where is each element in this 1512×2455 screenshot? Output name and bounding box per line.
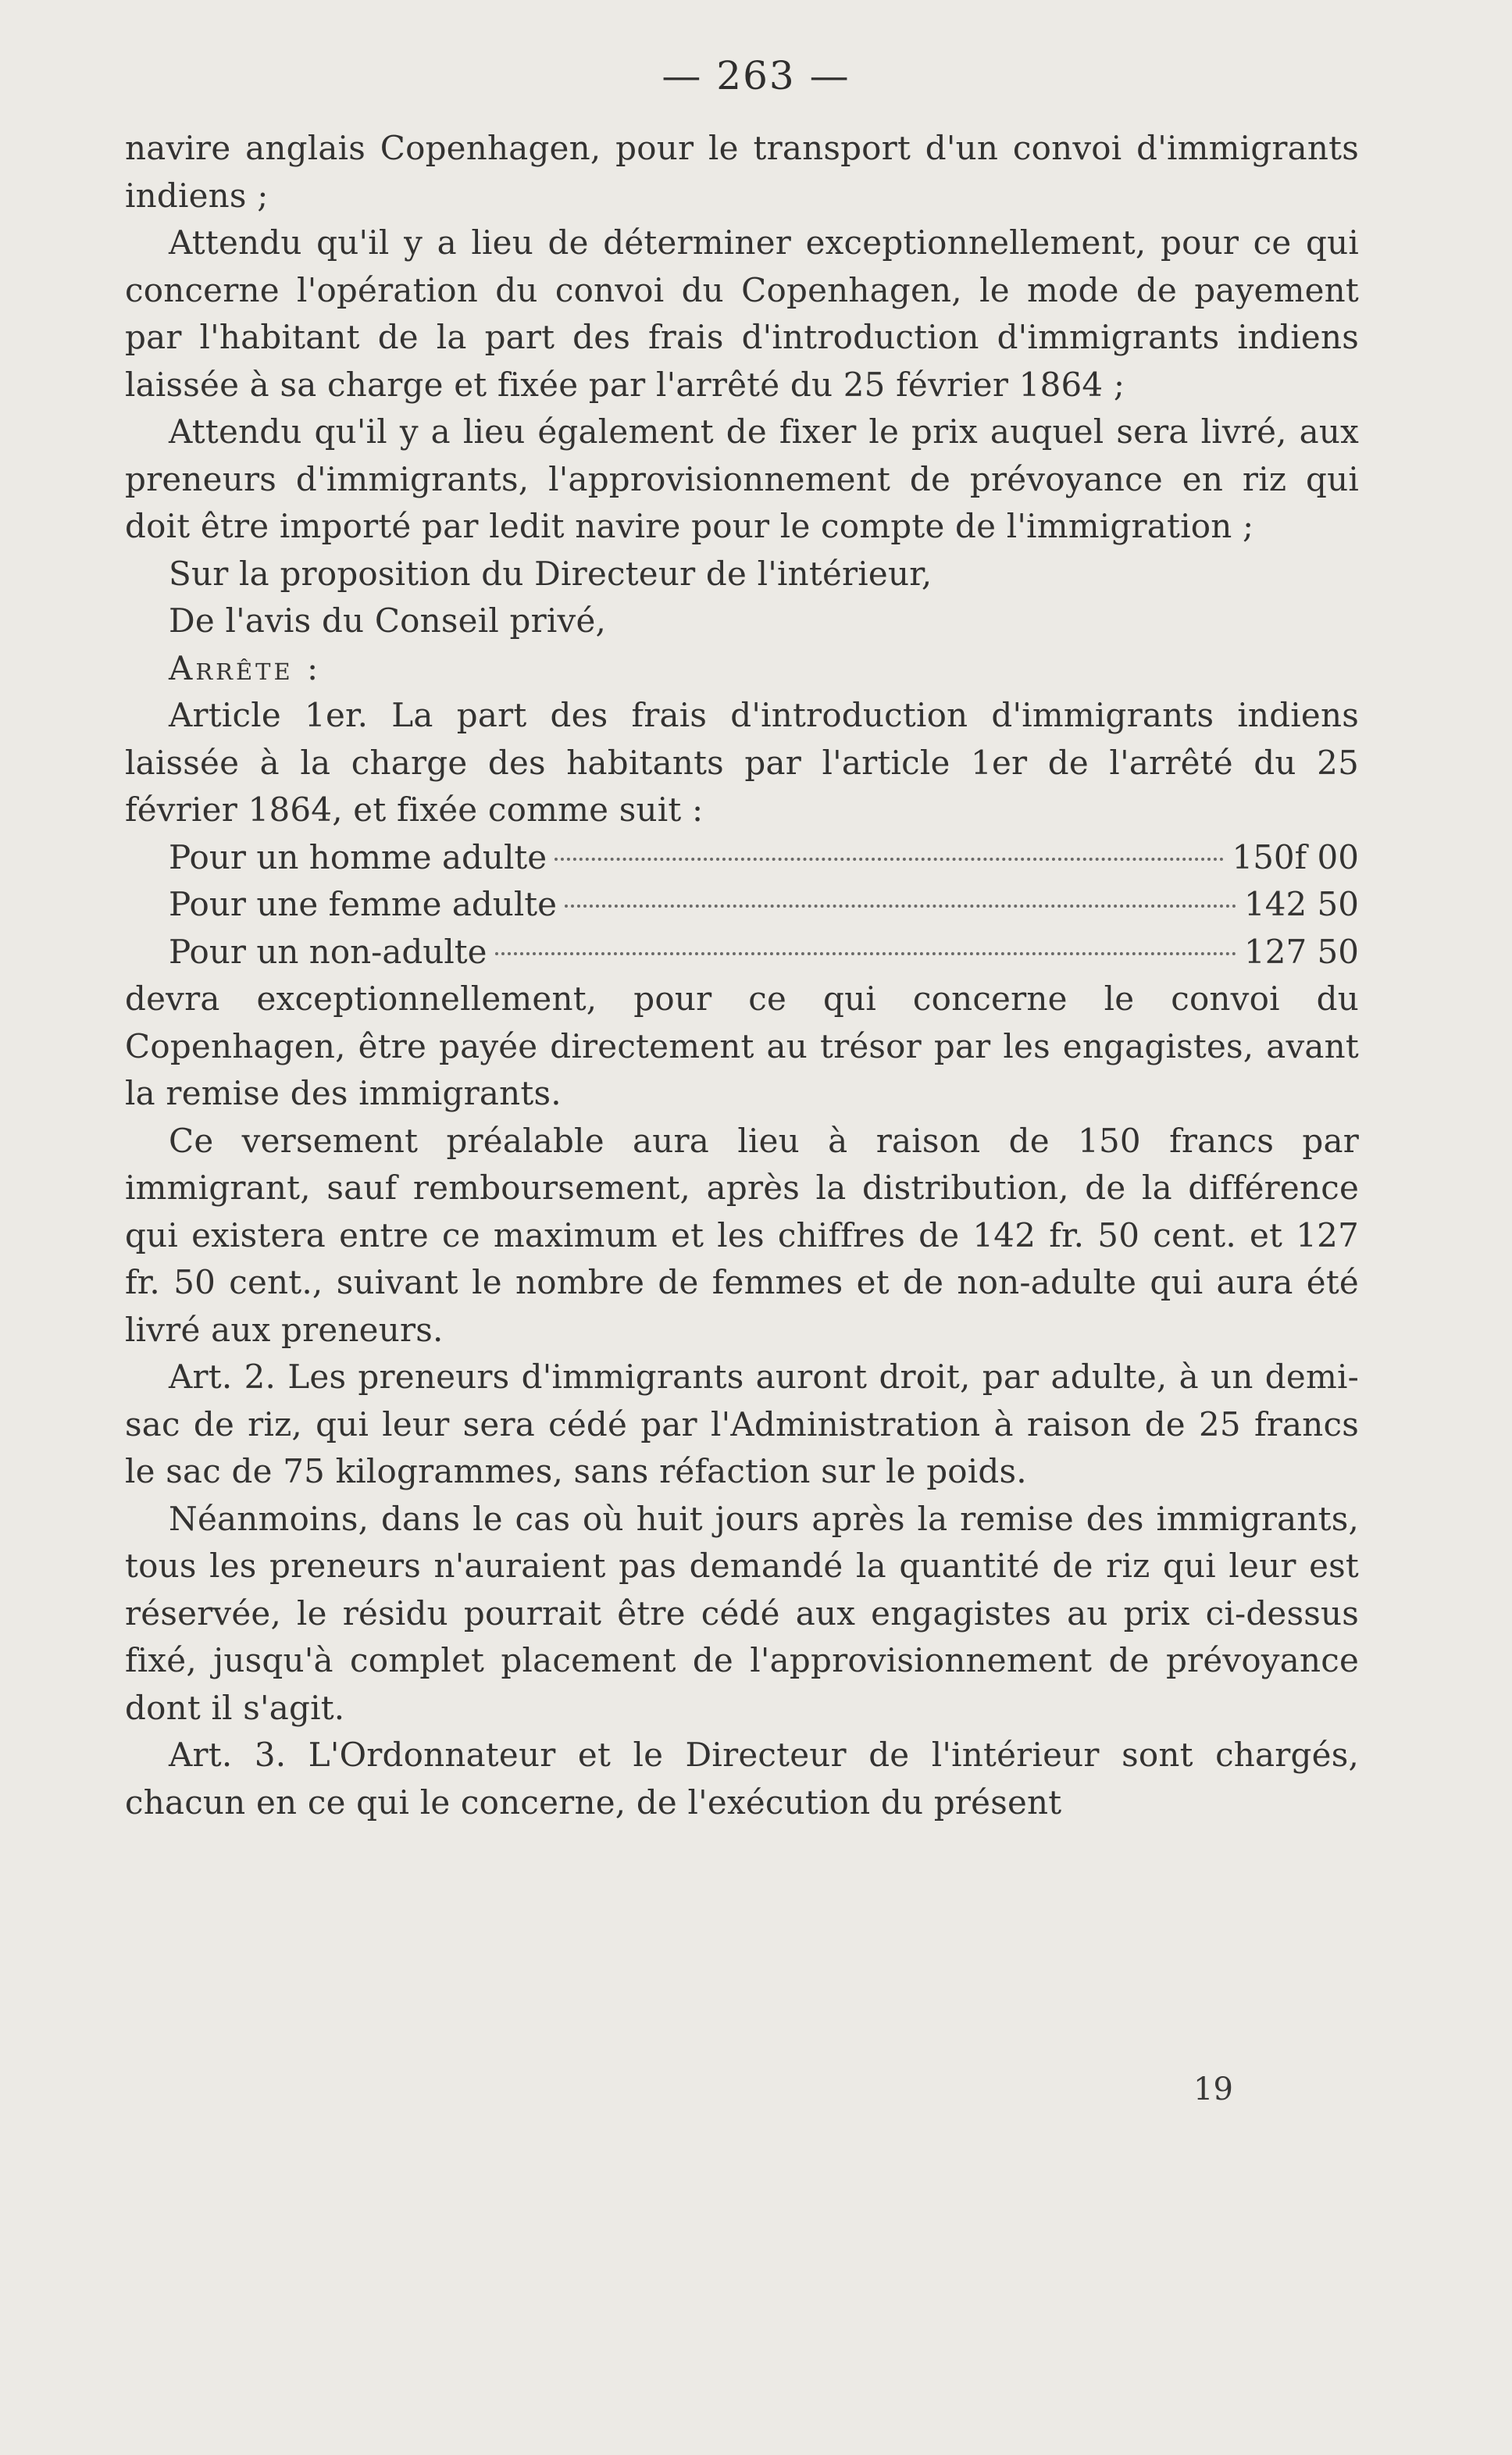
article-3: Art. 3. L'Ordonnateur et le Directeur de l'intérieur sont chargés, chacun en ce qui le concerne, de l'exécution du présent — [125, 1736, 1359, 1822]
paragraph-4: Sur la proposition du Directeur de l'intérieur, — [169, 554, 933, 593]
tariff-amount: 127 50 — [1244, 932, 1359, 971]
signature-mark: 19 — [1193, 2071, 1233, 2107]
tariff-row-man — [125, 834, 1359, 882]
tariff-label: Pour un non-adulte — [169, 932, 487, 971]
paragraph-1: navire anglais Copenhagen, pour le transport d'un convoi d'immigrants indiens ; — [125, 129, 1359, 215]
body-text — [125, 125, 1359, 1826]
leader-dots — [565, 905, 1236, 908]
article-1: Article 1er. La part des frais d'introduction d'immigrants indiens laissée à la charge des habitants par l'article 1er de l'arrêté du 25 février 1864, et fixée comme suit : — [125, 696, 1359, 829]
tariff-label: Pour un homme adulte — [169, 837, 547, 876]
arrete-heading: Arrête : — [169, 648, 322, 687]
paragraph-8: Néanmoins, dans le cas où huit jours après la remise des immigrants, tous les preneurs n'auraient pas demandé la quantité de riz qui leur est réservée, le résidu pourrait être cédé aux engagistes au prix ci-dessus fixé, jusqu'à complet placement de l'approvisionnement de prévoyance dont il s'agit. — [125, 1499, 1359, 1727]
leader-dots — [495, 952, 1237, 955]
article-2: Art. 2. Les preneurs d'immigrants auront droit, par adulte, à un demi-sac de riz, qui leur sera cédé par l'Administration à raison de 25 francs le sac de 75 kilogrammes, sans réfaction sur le poids. — [125, 1358, 1359, 1490]
tariff-amount: 150f 00 — [1232, 837, 1359, 876]
tariff-label: Pour une femme adulte — [169, 885, 558, 923]
page-number: — 263 — — [662, 53, 850, 98]
paragraph-2: Attendu qu'il y a lieu de déterminer exceptionnellement, pour ce qui concerne l'opération du convoi du Copenhagen, le mode de payement par l'habitant de la part des frais d'introduction d'immigrants indiens laissée à sa charge et fixée par l'arrêté du 25 février 1864 ; — [125, 223, 1359, 404]
tariff-amount: 142 50 — [1244, 885, 1359, 923]
paragraph-3: Attendu qu'il y a lieu également de fixer le prix auquel sera livré, aux preneurs d'immigrants, l'approvisionnement de prévoyance en riz qui doit être importé par ledit navire pour le compte de l'immigration ; — [125, 412, 1359, 545]
leader-dots — [555, 858, 1224, 861]
paragraph-6: devra exceptionnellement, pour ce qui concerne le convoi du Copenhagen, être payée directement au trésor par les engagistes, avant la remise des immigrants. — [125, 980, 1359, 1112]
paragraph-7: Ce versement préalable aura lieu à raison de 150 francs par immigrant, sauf remboursement, après la distribution, de la différence qui existera entre ce maximum et les chiffres de 142 fr. 50 cent. et 127 fr. 50 cent., suivant le nombre de femmes et de non-adulte qui aura été livré aux preneurs. — [125, 1121, 1359, 1349]
tariff-row-child — [125, 929, 1359, 976]
tariff-row-woman — [125, 881, 1359, 929]
paragraph-5: De l'avis du Conseil privé, — [169, 601, 607, 640]
